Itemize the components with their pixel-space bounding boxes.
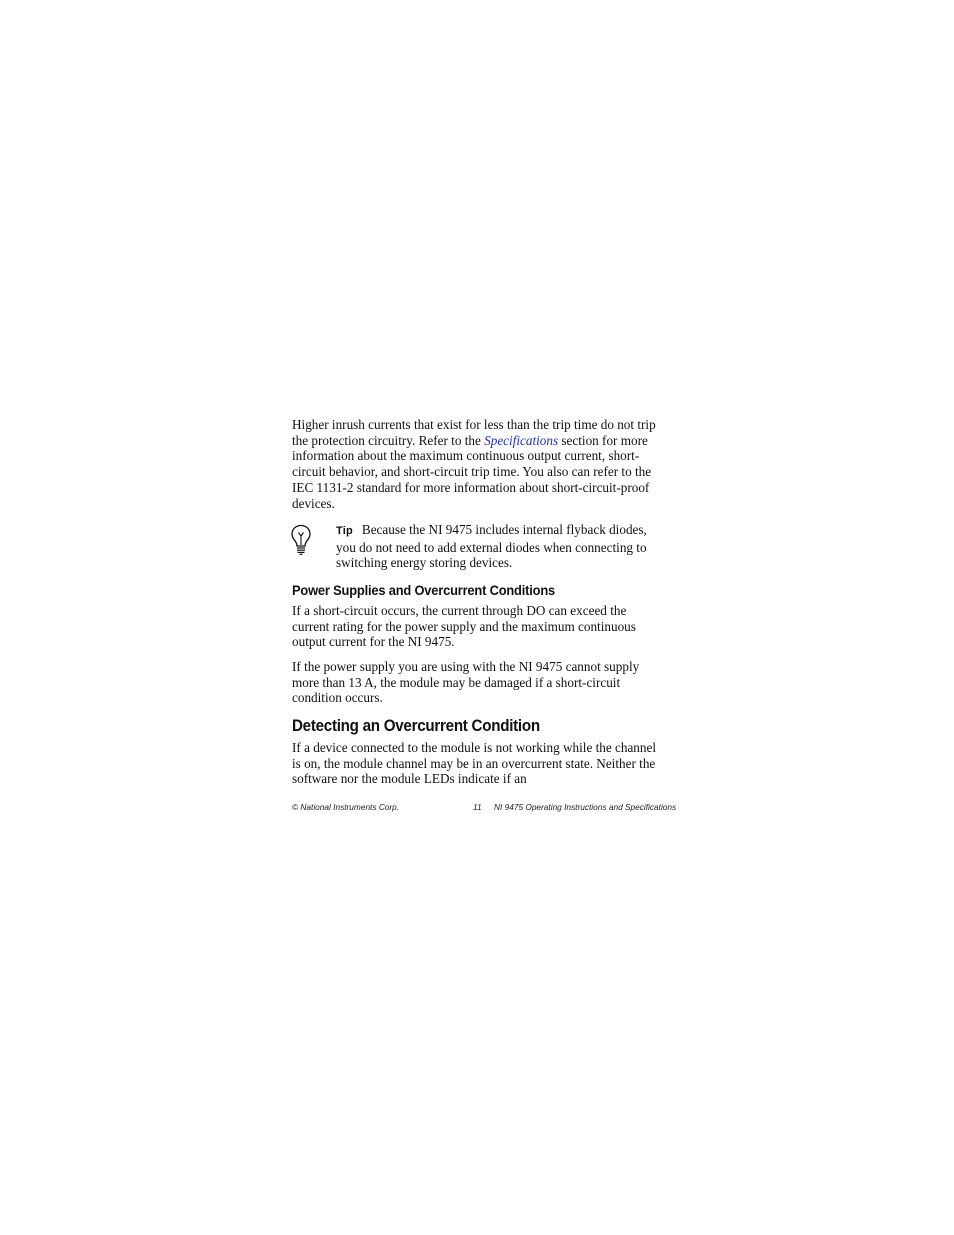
- power-supplies-para1-block: [292, 603, 664, 650]
- power-supplies-paragraph-2: If the power supply you are using with the NI 9475 cannot supply more than 13 A, the module may be damaged if a short-circuit condition occurs.: [292, 659, 640, 706]
- footer-copyright: © National Instruments Corp.: [292, 802, 400, 812]
- power-supplies-heading-block: [292, 582, 664, 598]
- tip-label: Tip: [336, 525, 353, 537]
- detecting-overcurrent-heading: Detecting an Overcurrent Condition: [292, 717, 540, 735]
- power-supplies-heading: Power Supplies and Overcurrent Conditions: [292, 582, 555, 598]
- lightbulb-icon: [290, 524, 312, 556]
- power-supplies-para2-block: [292, 659, 664, 706]
- footer-page-number: 11: [473, 802, 482, 812]
- intro-paragraph-block: [292, 417, 664, 511]
- detecting-para-block: [292, 740, 664, 787]
- tip-text: [336, 522, 666, 571]
- intro-text-before-link: Higher inrush currents that exist for less than the trip time do not trip the protection circuitry. Refer to the: [292, 417, 656, 448]
- intro-paragraph: [292, 417, 664, 511]
- detecting-overcurrent-paragraph: If a device connected to the module is not working while the channel is on, the module channel may be in an overcurrent state. Neither the software nor the module LEDs indicate if an: [292, 740, 657, 787]
- intro-text-after-link: section for more information about the maximum continuous output current, short-circuit behavior, and short-circuit trip time. You also can refer to the IEC 1131-2 standard for more information about short-circuit-proof devices.: [292, 432, 652, 511]
- tip-body: Because the NI 9475 includes internal flyback diodes, you do not need to add external diodes when connecting to switching energy storing devices.: [336, 522, 647, 571]
- detecting-heading-block: [292, 717, 664, 736]
- footer-document-title: NI 9475 Operating Instructions and Specifications: [494, 802, 677, 812]
- power-supplies-paragraph-1: If a short-circuit occurs, the current through DO can exceed the current rating for the power supply and the maximum continuous output current for the NI 9475.: [292, 603, 636, 650]
- specifications-link[interactable]: Specifications: [484, 432, 559, 448]
